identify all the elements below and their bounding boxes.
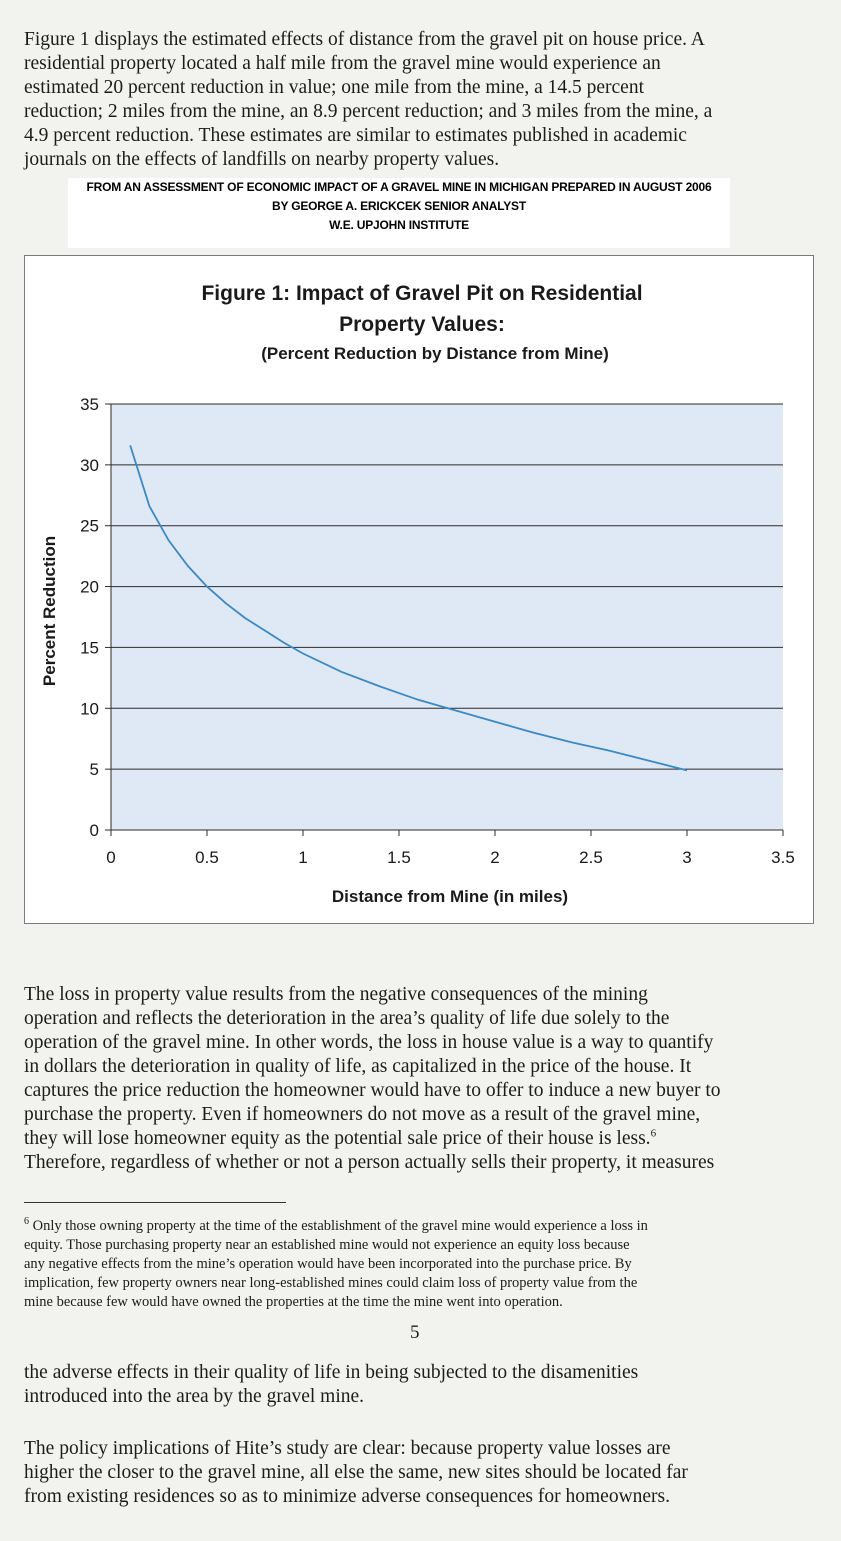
x-tick-label: 3.5 xyxy=(771,848,795,867)
footnote-line: mine because few would have owned the properties at the time the mine went into operation. xyxy=(24,1293,563,1310)
footnote-reference[interactable]: 6 xyxy=(650,1127,657,1140)
text-line: estimated 20 percent reduction in value; one mile from the mine, a 14.5 percent xyxy=(24,77,644,98)
x-tick-label: 3 xyxy=(682,848,692,867)
source-caption xyxy=(68,178,730,248)
footnote-line: implication, few property owners near long-established mines could claim loss of property value from the xyxy=(24,1274,638,1291)
y-tick-label: 30 xyxy=(80,455,99,475)
text-line: purchase the property. Even if homeowners do not move as a result of the gravel mine, xyxy=(24,1104,701,1125)
y-tick-label: 35 xyxy=(80,395,99,414)
y-tick-label: 25 xyxy=(80,516,99,536)
x-tick-label: 0 xyxy=(106,848,116,867)
text-line: 4.9 percent reduction. These estimates are similar to estimates published in academic xyxy=(24,125,687,146)
footnote-line xyxy=(24,1212,824,1236)
plot-area xyxy=(111,404,783,830)
intro-paragraph xyxy=(24,28,824,172)
footnote-line: any negative effects from the mine’s operation would have been incorporated into the purchase price. By xyxy=(24,1255,632,1272)
source-line: W.E. UPJOHN INSTITUTE xyxy=(329,218,469,232)
y-tick-label: 15 xyxy=(80,638,99,658)
x-tick-label: 1 xyxy=(298,848,308,867)
text-line: the adverse effects in their quality of life in being subjected to the disamenities xyxy=(24,1362,639,1383)
y-tick-label: 5 xyxy=(89,760,99,780)
text-line-content: they will lose homeowner equity as the potential sale price of their house is less. xyxy=(24,1128,651,1149)
footnote-marker: 6 xyxy=(24,1216,29,1227)
footnote-line: equity. Those purchasing property near an established mine would not experience an equity loss because xyxy=(24,1236,630,1253)
source-line: FROM AN ASSESSMENT OF ECONOMIC IMPACT OF A GRAVEL MINE IN MICHIGAN PREPARED IN AUGUST 2006 xyxy=(86,180,712,194)
text-line: operation of the gravel mine. In other words, the loss in house value is a way to quantify xyxy=(24,1032,714,1053)
chart-title-line: Figure 1: Impact of Gravel Pit on Residential xyxy=(201,282,643,305)
text-line: reduction; 2 miles from the mine, an 8.9 percent reduction; and 3 miles from the mine, a xyxy=(24,101,713,122)
x-tick-label: 2.5 xyxy=(579,848,603,867)
policy-paragraph xyxy=(24,1437,824,1509)
x-tick-label: 2 xyxy=(490,848,500,867)
x-tick-label: 1.5 xyxy=(387,848,411,867)
text-line: from existing residences so as to minimize adverse consequences for homeowners. xyxy=(24,1486,671,1507)
footnote xyxy=(24,1212,824,1312)
y-tick-label: 10 xyxy=(80,699,99,719)
footnote-divider xyxy=(24,1202,286,1203)
source-line: BY GEORGE A. ERICKCEK SENIOR ANALYST xyxy=(272,199,526,213)
text-line: residential property located a half mile from the gravel mine would experience an xyxy=(24,53,661,74)
body-paragraph xyxy=(24,983,824,1175)
text-line: The policy implications of Hite’s study are clear: because property value losses are xyxy=(24,1438,671,1459)
x-tick-labels xyxy=(106,848,795,867)
figure-frame xyxy=(24,255,814,924)
text-line: The loss in property value results from the negative consequences of the mining xyxy=(24,984,648,1005)
text-line xyxy=(24,1127,824,1151)
text-line: journals on the effects of landfills on nearby property values. xyxy=(24,149,500,170)
chart-title-line: Property Values: xyxy=(339,313,505,336)
footnote-line-content: Only those owning property at the time of the establishment of the gravel mine would experience a loss in xyxy=(32,1217,648,1234)
page-number: 5 xyxy=(410,1322,420,1343)
text-line: higher the closer to the gravel mine, all else the same, new sites should be located far xyxy=(24,1462,688,1483)
y-tick-label: 0 xyxy=(89,821,99,840)
chart-subtitle: (Percent Reduction by Distance from Mine) xyxy=(261,344,609,363)
y-axis-label: Percent Reduction xyxy=(40,535,59,687)
text-line: captures the price reduction the homeowner would have to offer to induce a new buyer to xyxy=(24,1080,721,1101)
text-line: in dollars the deterioration in quality of life, as capitalized in the price of the house. It xyxy=(24,1056,692,1077)
text-line: operation and reflects the deterioration in the area’s quality of life due solely to the xyxy=(24,1008,670,1029)
text-line: Therefore, regardless of whether or not a person actually sells their property, it measures xyxy=(24,1152,715,1173)
x-tick-label: 0.5 xyxy=(195,848,219,867)
text-line: Figure 1 displays the estimated effects of distance from the gravel pit on house price. A xyxy=(24,29,705,50)
continuation-paragraph xyxy=(24,1361,824,1409)
text-line: introduced into the area by the gravel mine. xyxy=(24,1386,365,1407)
y-tick-labels xyxy=(80,395,99,840)
x-axis-label: Distance from Mine (in miles) xyxy=(331,887,569,906)
y-tick-label: 20 xyxy=(80,577,99,597)
figure-1-chart xyxy=(25,256,813,923)
